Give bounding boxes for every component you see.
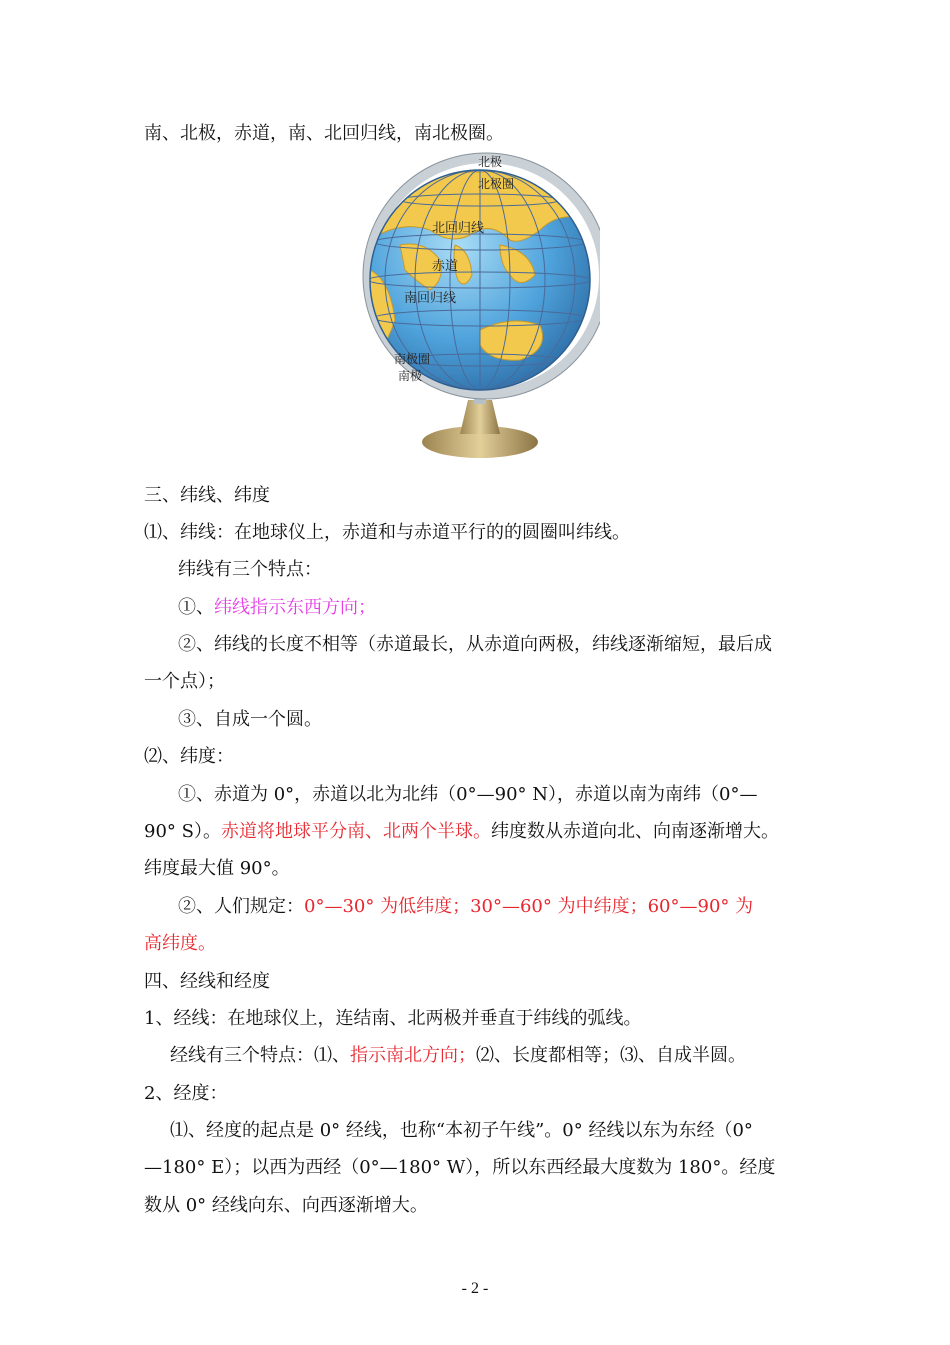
globe-svg: [360, 150, 600, 470]
section3-p1-sub: 纬线有三个特点：: [178, 559, 322, 580]
label-tropic-cancer: 北回归线: [432, 221, 485, 236]
latitude-1-line2-a: 90° S）。: [144, 821, 221, 842]
section4-p1-sub-red: 指示南北方向；: [350, 1045, 476, 1066]
latitude-1-line1: ①、赤道为 0°，赤道以北为北纬（0°—90° N），赤道以南为南纬（0°—: [178, 784, 758, 805]
latitude-1-line3: 纬度最大值 90°。: [144, 858, 290, 879]
section4-p2: 2、经度：: [144, 1083, 228, 1104]
section4-p1: 1、经线：在地球仪上，连结南、北两极并垂直于纬线的弧线。: [144, 1008, 642, 1029]
label-antarctic-circle: 南极圈: [394, 352, 431, 366]
stand-neck: [460, 400, 500, 434]
latitude-1-line2: [144, 820, 779, 844]
section4-heading: 四、经线和经度: [144, 971, 270, 992]
latitude-2-line2: 高纬度。: [144, 933, 216, 954]
longitude-line2: —180° E）；以西为西经（0°—180° W），所以东西经最大度数为 180°。经度: [144, 1157, 776, 1178]
label-arctic-circle: 北极圈: [478, 177, 515, 191]
section3-p2: ⑵、纬度：: [144, 746, 234, 767]
longitude-line1: ⑴、经度的起点是 0° 经线，也称“本初子午线”。0° 经线以东为东经（0°: [170, 1120, 753, 1141]
feature-3: ③、自成一个圆。: [178, 709, 322, 730]
label-south-pole: 南极: [398, 369, 423, 383]
feature-1: [178, 596, 376, 620]
latitude-2-red: 0°—30° 为低纬度；30°—60° 为中纬度；60°—90° 为: [304, 896, 754, 917]
latitude-1-line2-red: 赤道将地球平分南、北两个半球。: [220, 821, 491, 842]
section3-p1: ⑴、纬线：在地球仪上，赤道和与赤道平行的的圆圈叫纬线。: [144, 522, 630, 543]
section4-p1-sub-a: 经线有三个特点：⑴、: [170, 1045, 350, 1066]
latitude-1-line2-b: 纬度数从赤道向北、向南逐渐增大。: [490, 821, 779, 842]
section4-p1-sub-b: ⑵、长度都相等；⑶、自成半圆。: [476, 1045, 746, 1066]
feature-1-text: 纬线指示东西方向；: [214, 597, 376, 618]
top-line: 南、北极，赤道，南、北回归线，南北极圈。: [144, 123, 504, 144]
feature-1-num: ①、: [178, 597, 214, 618]
feature-2-line2: 一个点）；: [144, 671, 225, 692]
label-north-pole: 北极: [478, 155, 503, 169]
section3-heading: 三、纬线、纬度: [144, 485, 270, 506]
feature-2-line1: ②、纬线的长度不相等（赤道最长，从赤道向两极，纬线逐渐缩短，最后成: [178, 634, 772, 655]
longitude-line3: 数从 0° 经线向东、向西逐渐增大。: [144, 1195, 428, 1216]
label-equator: 赤道: [432, 259, 459, 274]
section4-p1-sub: [170, 1044, 746, 1068]
label-tropic-capricorn: 南回归线: [404, 291, 457, 306]
globe-illustration: [360, 150, 600, 470]
latitude-2-a: ②、人们规定：: [178, 896, 304, 917]
latitude-2-line1: [178, 895, 753, 919]
page-number: - 2 -: [461, 1280, 489, 1297]
